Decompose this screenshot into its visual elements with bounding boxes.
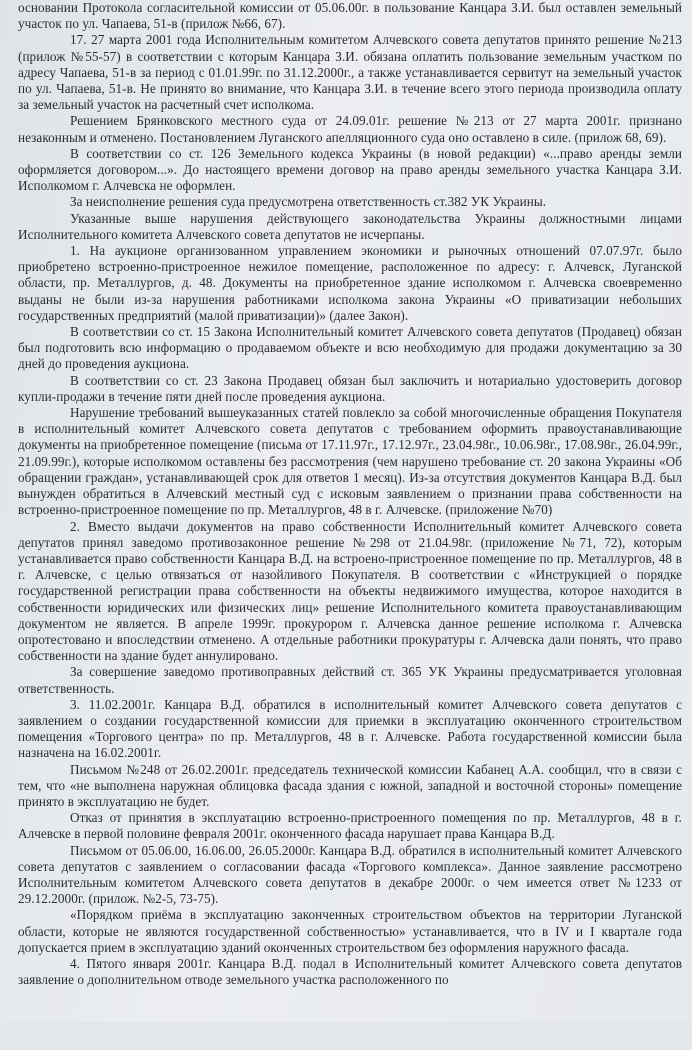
page-bottom-margin — [0, 1022, 692, 1050]
paragraph: основании Протокола согласительной комиссии от 05.06.00г. в пользование Канцара З.И. был оставлен земельный участок по ул. Чапаева, 51-в (прилож №66, 67). — [18, 0, 682, 32]
paragraph: Письмом от 05.06.00, 16.06.00, 26.05.2000г. Канцара В.Д. обратился в исполнительный комитет Алчевского совета депутатов с заявлением о согласовании фасада «Торгового комплекса». Данное заявление рассмотрено Исполнительным комитетом Алчевского совета депутатов в декабре 2000г. о чем имеется ответ №1233 от 29.12.2000г. (прилож. №2-5, 73-75). — [18, 842, 682, 907]
paragraph: Нарушение требований вышеуказанных статей повлекло за собой многочисленные обращения Покупателя в исполнительный комитет Алчевского совета депутатов с требованием оформить правоустанавливающие документы на приобретенное помещение (письма от 17.11.97г., 17.12.97г., 23.04.98г., 10.06.98г., 17.08.98г., 26.04.99г., 21.09.99г.), которые исполкомом оставлены без рассмотрения (чем нарушено требование ст. 20 закона Украины «Об обращении граждан», устанавливающей срок для ответов 1 месяц). Из-за отсутствия документов Канцара В.Д. был вынужден обратиться в Алчевский местный суд с исковым заявлением о признании права собственности на встроенно-пристроенное помещение по пр. Металлургов, 48 в г. Алчевске. (приложение №70) — [18, 405, 682, 518]
paragraph: В соответствии со ст. 23 Закона Продавец обязан был заключить и нотариально удостоверить договор купли-продажи в течение пяти дней после проведения аукциона. — [18, 372, 682, 404]
paragraph: В соответствии со ст. 15 Закона Исполнительный комитет Алчевского совета депутатов (Продавец) обязан был подготовить всю информацию о продаваемом объекте и всю необходимую для продажи документацию за 30 дней до проведения аукциона. — [18, 324, 682, 372]
paragraph: За неисполнение решения суда предусмотрена ответственность ст.382 УК Украины. — [70, 194, 547, 210]
paragraph: За совершение заведомо противоправных действий ст. 365 УК Украины предусматривается уголовная ответственность. — [18, 664, 682, 696]
paragraph: 17. 27 марта 2001 года Исполнительным комитетом Алчевского совета депутатов принято решение №213 (прилож №55-57) в соответствии с которым Канцара З.И. обязана оплатить пользование земельным участком по адресу Чапаева, 51-в за период с 01.01.99г. по 31.12.2000г., а также устанавливается сервитут на земельный участок по ул. Чапаева, 51-в. Не принято во внимание, что Канцара З.И. в течение всего этого периода производила оплату за земельный участок на расчетный счет исполкома. — [18, 32, 682, 113]
paragraph: Письмом №248 от 26.02.2001г. председатель технической комиссии Кабанец А.А. сообщил, что в связи с тем, что «не выполнена наружная облицовка фасада здания с южной, западной и восточной стороны» помещение принято в эксплуатацию не будет. — [18, 761, 682, 809]
paragraph: 1. На аукционе организованном управлением экономики и рыночных отношений 07.07.97г. было приобретено встроенно-пристроенное нежилое помещение, расположенное по адресу: г. Алчевск, Луганской области, пр. Металлургов, д. 48. Документы на приобретенное здание исполкомом г. Алчевска своевременно выданы не были из-за нарушения работниками исполкома закона Украины «О приватизации небольших государственных предприятий (малой приватизации)» (далее Закон). — [18, 243, 682, 323]
paragraph: Отказ от принятия в эксплуатацию встроенно-пристроенного помещения по пр. Металлургов, 48 в г. Алчевске в первой половине февраля 2001г. оконченного фасада нарушает права Канцара В.Д. — [18, 810, 682, 842]
paragraph: Решением Брянковского местного суда от 24.09.01г. решение №213 от 27 марта 2001г. признано незаконным и отменено. Постановлением Луганского апелляционного суда оно оставлено в силе. (прилож 68, 69). — [18, 113, 682, 145]
paragraph: «Порядком приёма в эксплуатацию законченных строительством объектов на территории Луганской области, которые не являются государственной собственностью» устанавливается, что в IV и I квартале года допускается прием в эксплуатацию зданий оконченных строительством без оформления наружного фасада. — [18, 907, 682, 955]
paragraph: Указанные выше нарушения действующего законодательства Украины должностными лицами Исполнительного комитета Алчевского совета депутатов не исчерпаны. — [18, 210, 682, 242]
paragraph: В соответствии со ст. 126 Земельного кодекса Украины (в новой редакции) «...право аренды земли оформляется договором...». До настоящего времени договор на право аренды земельного участка Канцара З.И. Исполкомом г. Алчевска не оформлен. — [18, 145, 682, 194]
paragraph: 4. Пятого января 2001г. Канцара В.Д. подал в Исполнительный комитет Алчевского совета депутатов заявление о дополнительном отводе земельного участка расположенного по — [18, 955, 682, 988]
paragraph: 2. Вместо выдачи документов на право собственности Исполнительный комитет Алчевского совета депутатов принял заведомо противозаконное решение №298 от 21.04.98г. (приложение №71, 72), которым устанавливается право собственности Канцара В.Д. на встроено-пристроенное помещение по пр. Металлургов, 48 в г. Алчевске, с целью отвязаться от назойливого Покупателя. В соответствии с «Инструкцией о порядке государственной регистрации права собственности на объекты недвижимого имущества, которое находится в собственности юридических или физических лиц» решение Исполнительного комитета правоустанавливающим документом не является. В апреле 1999г. прокурором г. Алчевска данное решение исполкома г. Алчевска опротестовано и впоследствии отменено. А отдельные работники прокуратуры г. Алчевска дали понять, что право собственности на здание будет аннулировано. — [18, 518, 682, 664]
paragraph: 3. 11.02.2001г. Канцара В.Д. обратился в исполнительный комитет Алчевского совета депутатов с заявлением о создании государственной комиссии для приемки в эксплуатацию оконченного строительством помещения «Торгового центра» по пр. Металлургов, 48 в г. Алчевске. Работа государственной комиссии была назначена на 16.02.2001г. — [18, 696, 682, 761]
document-body — [18, 0, 682, 988]
